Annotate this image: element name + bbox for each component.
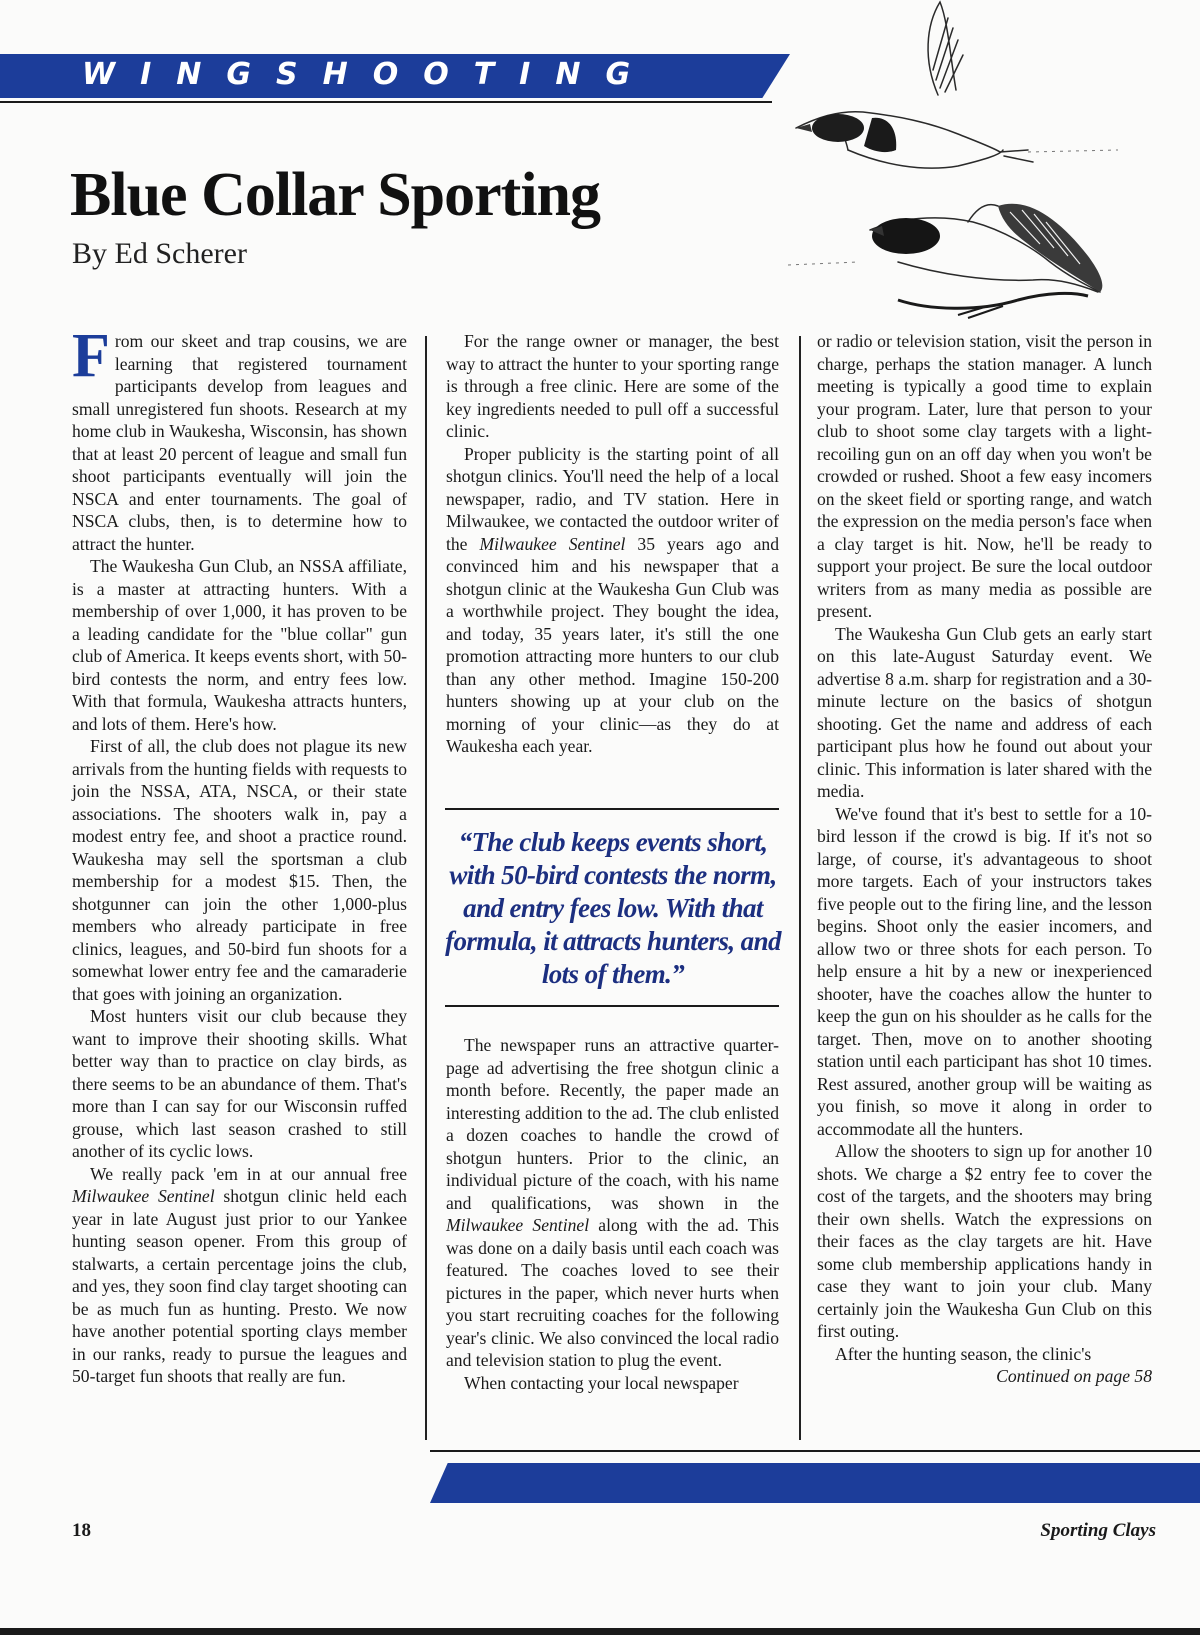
paragraph: When contacting your local newspaper <box>464 1372 739 1393</box>
footer-rule <box>430 1450 1200 1452</box>
paragraph: For the range owner or manager, the best way to attract the hunter to your sporting range is through a free clinic. Here are some of the key ingredients needed to pull off a successful clinic. <box>446 331 779 441</box>
article-column-2 <box>446 330 779 758</box>
header-rule <box>0 101 772 103</box>
pull-quote-rule-bottom <box>445 1005 779 1007</box>
byline: By Ed Scherer <box>72 237 247 270</box>
column-divider <box>425 336 427 1440</box>
paragraph-text: 35 years ago and convinced him and his newspaper that a shotgun clinic at the Waukesha Gun Club was a worthwhile project. They bought the idea, and today, 35 years later, it's still the one promotion attracting more hunters to our club than any other method. Imagine 150-200 hunters showing up at your club on the morning of your clinic—as they do at Waukesha each year. <box>446 533 779 756</box>
mallard-ducks-in-flight-icon <box>788 0 1168 340</box>
paragraph: We've found that it's best to settle for a 10-bird lesson if the crowd is big. If it's not so large, of course, it's advantageous to shoot more targets. Each of your instructors takes five people out to the firing line, and the lesson begins. Shoot only the easier incomers, and allow two or three shots for each person. To help ensure a hit by a new or inexperienced shooter, have the coaches allow the hunter to keep the gun on his shoulder as he calls for the target. Then, move on to another shooting station until each participant has shot 10 times. Rest assured, another group will be waiting as you finish, so move it along in order to accommodate all the hunters. <box>817 803 1152 1139</box>
paragraph: Allow the shooters to sign up for another 10 shots. We charge a $2 entry fee to cover the cost of the targets, and the shooters may bring their own shells. Watch the expressions on their faces as the clay targets are hit. Have some club membership applications handy in case they want to join your club. Many certainly join the Waukesha Gun Club on this first outing. <box>817 1141 1152 1341</box>
paragraph <box>446 443 779 758</box>
pull-quote: “The club keeps events short, with 50-bird contests the norm, and entry fees low. With that formula, it attracts hunters, and lots of them.” <box>445 827 781 989</box>
publication-name: Milwaukee Sentinel <box>446 1215 590 1235</box>
publication-name: Milwaukee Sentinel <box>72 1186 215 1206</box>
paragraph: First of all, the club does not plague its new arrivals from the hunting fields with requests to join the NSSA, ATA, NSCA, or their state associations. The shooters walk in, pay a modest entry fee, and shoot a practice round. Waukesha may sell the sportsman a club membership for a modest $15. Then, the shotgunner can join the other 1,000-plus members who already participate in free clinics, leagues, and 50-bird fun shoots for a somewhat lower entry fee and the camaraderie that goes with joining an organization. <box>72 736 407 1004</box>
publication-name: Milwaukee Sentinel <box>479 533 626 554</box>
scan-edge <box>0 1628 1200 1635</box>
paragraph: After the hunting season, the clinic's <box>835 1343 1092 1364</box>
continued-note: Continued on page 58 <box>996 1366 1152 1386</box>
drop-cap: F <box>72 322 110 390</box>
paragraph-text: The newspaper runs an attractive quarter-page ad advertising the free shotgun clinic a month before. Recently, the paper made an interesting addition to the ad. The club enlisted a dozen coaches to handle the crowd of shotgun hunters. Prior to the clinic, an individual picture of the coach, with his name and qualifications, was shown in the <box>446 1035 779 1213</box>
paragraph <box>72 1163 407 1388</box>
article-column-1 <box>72 322 407 1388</box>
article-column-2-continued <box>446 1034 779 1394</box>
paragraph-text: rom our skeet and trap cousins, we are learning that registered tournament participants develop from leagues and small unregistered fun shoots. Research at my home club in Waukesha, Wisconsin, has shown that at least 20 percent of league and small fun shoot participants eventually will join the NSCA and enter tournaments. The goal of NSCA clubs, then, is to determine how to attract the hunter. <box>72 331 407 554</box>
paragraph: or radio or television station, visit the person in charge, perhaps the station manager. A lunch meeting is typically a good time to explain your program. Later, lure that person to your club to shoot some clay targets with a light-recoiling gun on an off day when you won't be crowded or rushed. Shoot a few easy incomers on the skeet field or sporting range, and watch the expression on the media person's face when a clay target is hit. Now, he'll be ready to support your project. Be sure the local outdoor writers from as many media as possible are present. <box>817 331 1152 621</box>
paragraph <box>446 1034 779 1372</box>
paragraph: Most hunters visit our club because they want to improve their shooting skills. What better way than to practice on clay birds, as there seems to be an abundance of them. That's more than I can say for our Wisconsin ruffed grouse, which last season crashed to still another of its cyclic lows. <box>72 1006 407 1161</box>
paragraph-text: We really pack 'em in at our annual free <box>90 1163 407 1184</box>
article-title: Blue Collar Sporting <box>70 161 601 229</box>
column-divider <box>799 336 801 1440</box>
paragraph: The Waukesha Gun Club, an NSSA affiliate, is a master at attracting hunters. With a membership of over 1,000, it has proven to be a leading candidate for the "blue collar" gun club of America. It keeps events short, with 50-bird contests the norm, and entry fees low. With that formula, Waukesha attracts hunters, and lots of them. Here's how. <box>72 556 407 734</box>
pull-quote-rule-top <box>445 808 779 810</box>
paragraph-text: Proper publicity is the starting point of all shotgun clinics. You'll need the help of a local newspaper, radio, and TV station. Here in Milwaukee, we contacted the outdoor writer of the <box>446 443 779 554</box>
paragraph-text: shotgun clinic held each year in late August just prior to our Yankee hunting season opener. From this group of stalwarts, a certain percentage joins the club, and yes, they soon find clay target shooting can be as much fun as hunting. Presto. We now have another potential sporting clays member in our ranks, ready to pursue the leagues and 50-target fun shoots that really are fun. <box>72 1186 407 1386</box>
footer-bar <box>430 1463 1200 1503</box>
paragraph-text: along with the ad. This was done on a daily basis until each coach was featured. The coaches loved to see their pictures in the paper, which never hurts when you start recruiting coaches for the following year's clinic. We also convinced the local radio and television station to plug the event. <box>446 1215 779 1370</box>
page-number: 18 <box>72 1520 91 1541</box>
section-label: WINGSHOOTING <box>82 57 656 92</box>
article-column-3 <box>817 330 1152 1388</box>
paragraph <box>72 322 407 555</box>
publication-title: Sporting Clays <box>1040 1520 1156 1541</box>
paragraph: The Waukesha Gun Club gets an early start on this late-August Saturday event. We advertise 8 a.m. sharp for registration and a 30-minute lecture on the basics of shotgun shooting. Get the name and address of each participant plus how he found out about your clinic. This information is later shared with the media. <box>817 623 1152 801</box>
